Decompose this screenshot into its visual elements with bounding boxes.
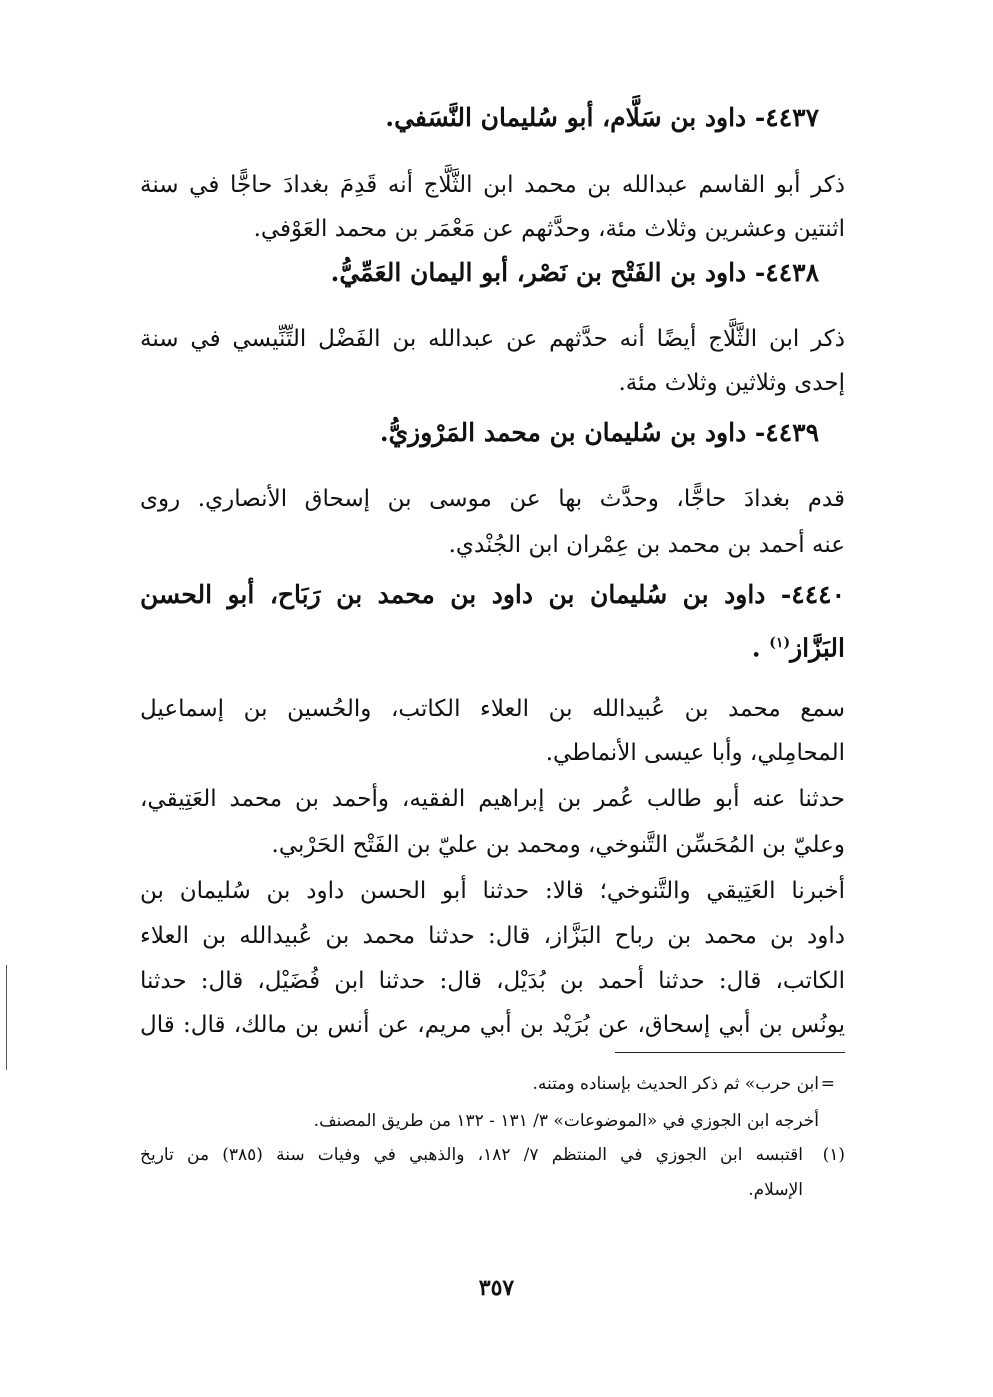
footnote-continued-line: أخرجه ابن الجوزي في «الموضوعات» ٣/ ١٣١ - ١٣٢ من طريق المصنف. <box>313 1111 819 1131</box>
entry-text-line: يونُس بن أبي إسحاق، عن بُرَيْد بن أبي مريم، عن أنس بن مالك، قال: قال <box>140 1012 845 1038</box>
footnote-ref: (١) <box>769 635 791 651</box>
entry-text-line: ذكر أبو القاسم عبدالله بن محمد ابن الثَّلَّاج أنه قَدِمَ بغدادَ حاجًّا في سنة <box>140 172 845 198</box>
entry-text-line: اثنتين وعشرين وثلاث مئة، وحدَّثهم عن مَعْمَر بن محمد العَوْفي. <box>253 216 845 242</box>
footnote-separator <box>615 1052 845 1053</box>
entry-text-line: سمع محمد بن عُبيدالله بن العلاء الكاتب، والحُسين بن إسماعيل <box>140 696 845 722</box>
entry-text-line: داود بن محمد بن رباح البَزَّاز، قال: حدثنا محمد بن عُبيدالله بن العلاء <box>140 923 845 949</box>
entry-text-line: وعليّ بن المُحَسِّن التَّنوخي، ومحمد بن عليّ بن الفَتْح الحَرْبي. <box>271 832 845 858</box>
entry-text-line: إحدى وثلاثين وثلاث مئة. <box>618 370 845 396</box>
entry-heading-4440-continued <box>140 628 845 663</box>
heading-end: . <box>751 633 770 663</box>
entry-text-line: عنه أحمد بن محمد بن عِمْران ابن الجُنْدي. <box>448 532 845 558</box>
entry-heading-4440: ٤٤٤٠- داود بن سُليمان بن داود بن محمد بن رَبَاح، أبو الحسن <box>140 580 845 609</box>
footnote-1-line: الإسلام. <box>748 1180 803 1200</box>
footnote-continued-text: ابن حرب» ثم ذكر الحديث بإسناده ومتنه. <box>532 1074 819 1094</box>
footnote-1-mark: (١) <box>822 1145 845 1165</box>
footnote-continued-mark: = <box>820 1074 835 1094</box>
heading-name: البَزَّاز <box>790 633 845 663</box>
footnote-1-line: اقتبسه ابن الجوزي في المنتظم ٧/ ١٨٢، والذهبي في وفيات سنة (٣٨٥) من تاريخ <box>140 1145 804 1165</box>
entry-text-line: ذكر ابن الثَّلَّاج أيضًا أنه حدَّثهم عن عبدالله بن الفَضْل التِّنِّيسي في سنة <box>140 326 845 352</box>
entry-heading-4438: ٤٤٣٨- داود بن الفَتْح بن نَصْر، أبو اليمان العَمِّيُّ. <box>330 258 819 287</box>
page-number: ٣٥٧ <box>478 1275 515 1301</box>
entry-text-line: الكاتب، قال: حدثنا أحمد بن بُدَيْل، قال: حدثنا ابن فُضَيْل، قال: حدثنا <box>140 968 845 994</box>
footnote-continued-line <box>140 1072 819 1096</box>
entry-text-line: قدم بغدادَ حاجًّا، وحدَّث بها عن موسى بن إسحاق الأنصاري. روى <box>140 486 845 512</box>
entry-text-line: أخبرنا العَتِيقي والتَّنوخي؛ قالا: حدثنا أبو الحسن داود بن سُليمان بن <box>140 878 845 904</box>
scan-margin-mark <box>6 965 7 1070</box>
entry-heading-4439: ٤٤٣٩- داود بن سُليمان بن محمد المَرْوزيُّ. <box>379 418 819 447</box>
entry-text-line: المحامِلي، وأبا عيسى الأنماطي. <box>545 740 845 766</box>
entry-heading-4437: ٤٤٣٧- داود بن سَلَّام، أبو سُليمان النَّسَفي. <box>385 103 819 132</box>
entry-text-line: حدثنا عنه أبو طالب عُمر بن إبراهيم الفقيه، وأحمد بن محمد العَتِيقي، <box>140 786 845 812</box>
